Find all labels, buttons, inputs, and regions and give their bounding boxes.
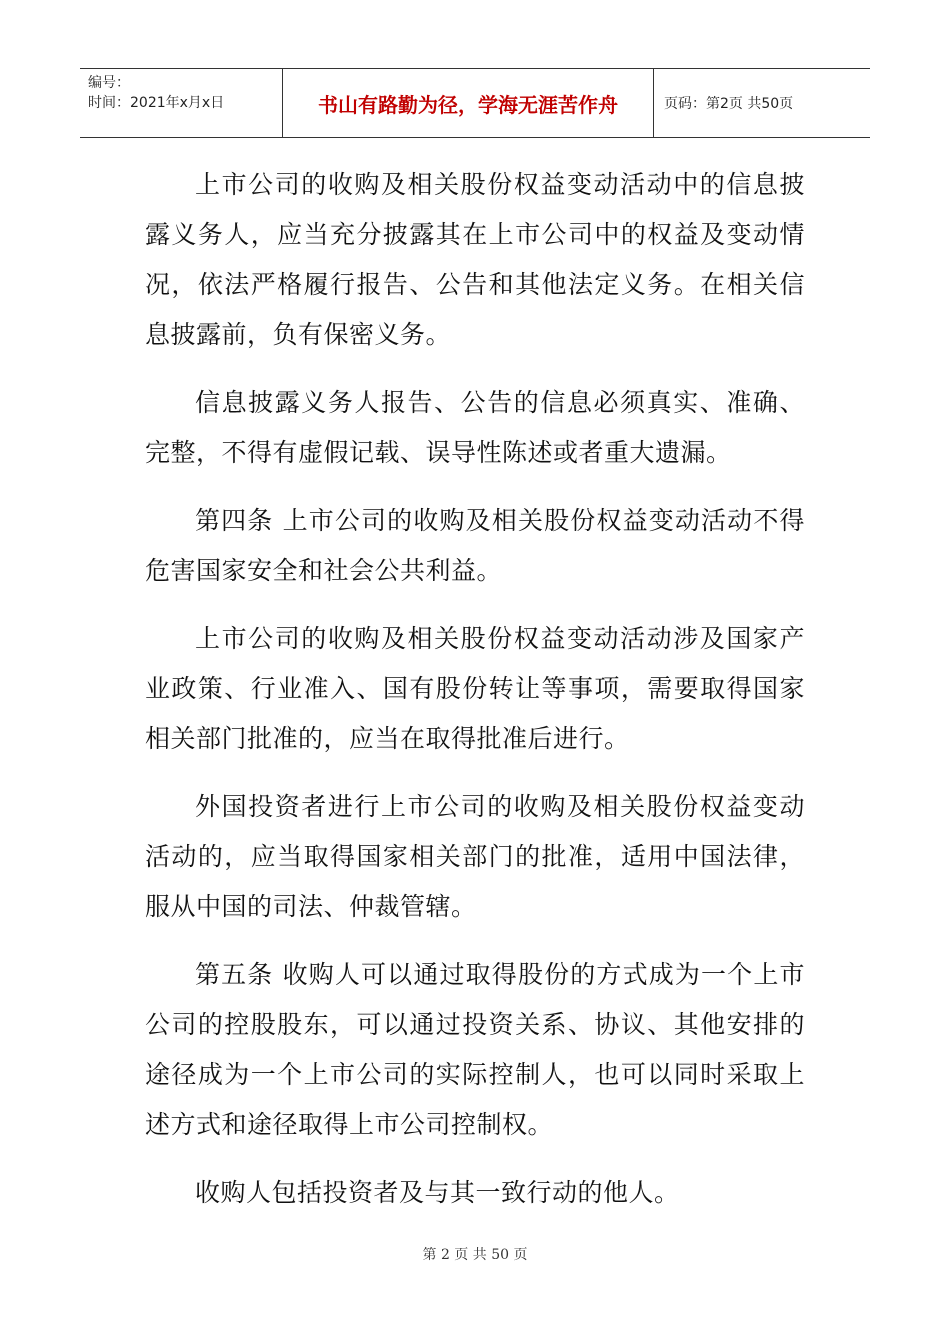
body-paragraph: 外国投资者进行上市公司的收购及相关股份权益变动活动的，应当取得国家相关部门的批准，适用中国法律，服从中国的司法、仲裁管辖。 xyxy=(145,792,805,921)
header-motto: 书山有路勤为径，学海无涯苦作舟 xyxy=(282,69,654,137)
body-paragraph: 收购人包括投资者及与其一致行动的他人。 xyxy=(195,1178,680,1207)
page-footer: 第 2 页 共 50 页 xyxy=(422,1247,528,1263)
body-paragraph: 第四条 上市公司的收购及相关股份权益变动活动不得危害国家安全和社会公共利益。 xyxy=(145,506,805,585)
header-page-number: 页码：第2页 共50页 xyxy=(664,96,794,112)
body-paragraph: 上市公司的收购及相关股份权益变动活动中的信息披露义务人，应当充分披露其在上市公司中的权益及变动情况，依法严格履行报告、公告和其他法定义务。在相关信息披露前，负有保密义务。 xyxy=(145,170,805,349)
body-paragraph: 信息披露义务人报告、公告的信息必须真实、准确、完整，不得有虚假记载、误导性陈述或者重大遗漏。 xyxy=(145,388,805,467)
header-info-cell xyxy=(80,69,282,137)
body-paragraph: 第五条 收购人可以通过取得股份的方式成为一个上市公司的控股股东，可以通过投资关系、协议、其他安排的途径成为一个上市公司的实际控制人，也可以同时采取上述方式和途径取得上市公司控制权。 xyxy=(145,960,805,1139)
document-body xyxy=(145,160,805,1236)
body-paragraph: 上市公司的收购及相关股份权益变动活动涉及国家产业政策、行业准入、国有股份转让等事项，需要取得国家相关部门批准的，应当在取得批准后进行。 xyxy=(145,624,805,753)
document-time-label: 时间：2021年x月x日 xyxy=(88,95,225,111)
page-header xyxy=(80,68,870,138)
document-number-label: 编号： xyxy=(88,75,130,91)
